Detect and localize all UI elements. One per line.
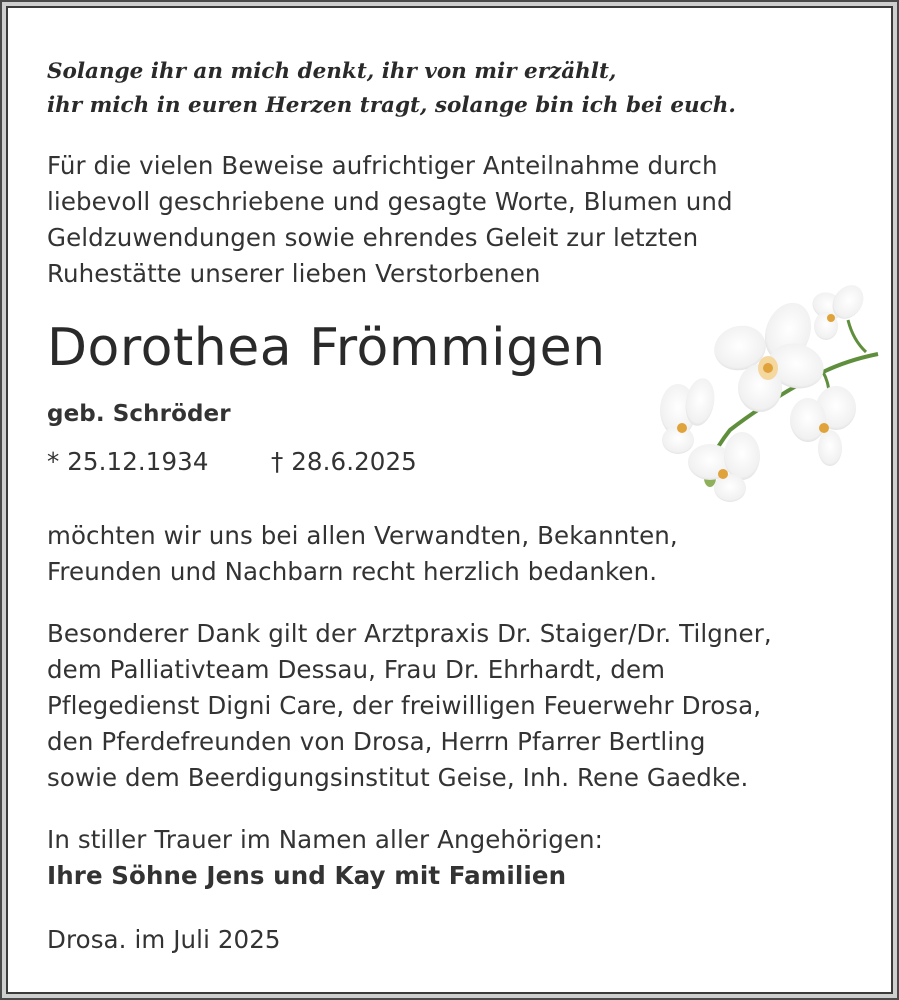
intro-line-3: Geldzuwendungen sowie ehrendes Geleit zur letzten (47, 223, 699, 252)
intro-line-1: Für die vielen Beweise aufrichtiger Anteilnahme durch (47, 151, 718, 180)
intro-line-4: Ruhestätte unserer lieben Verstorbenen (47, 259, 541, 288)
special-line-3: Pflegedienst Digni Care, der freiwilligen Feuerwehr Drosa, (47, 691, 762, 720)
orchid-flowers-icon (648, 280, 888, 510)
special-line-4: den Pferdefreunden von Drosa, Herrn Pfarrer Bertling (47, 727, 706, 756)
birth-date: * 25.12.1934 (47, 447, 209, 476)
place-date: Drosa. im Juli 2025 (47, 925, 281, 954)
quote-line-1: Solange ihr an mich denkt, ihr von mir erzählt, (47, 59, 617, 84)
special-line-5: sowie dem Beerdigungsinstitut Geise, Inh. Rene Gaedke. (47, 763, 749, 792)
special-line-1: Besonderer Dank gilt der Arztpraxis Dr. Staiger/Dr. Tilgner, (47, 619, 772, 648)
special-line-2: dem Palliativteam Dessau, Frau Dr. Ehrhardt, dem (47, 655, 666, 684)
death-date: † 28.6.2025 (271, 447, 417, 476)
birth-name: geb. Schröder (47, 401, 231, 427)
intro-line-2: liebevoll geschriebene und gesagte Worte, Blumen und (47, 187, 733, 216)
thanks-line-1: möchten wir uns bei allen Verwandten, Bekannten, (47, 521, 678, 550)
thanks-line-2: Freunden und Nachbarn recht herzlich bedanken. (47, 557, 658, 586)
signers: Ihre Söhne Jens und Kay mit Familien (47, 861, 567, 890)
deceased-name: Dorothea Frömmigen (47, 318, 606, 378)
mourning-line: In stiller Trauer im Namen aller Angehörigen: (47, 825, 604, 854)
quote-line-2: ihr mich in euren Herzen tragt, solange bin ich bei euch. (47, 93, 736, 118)
